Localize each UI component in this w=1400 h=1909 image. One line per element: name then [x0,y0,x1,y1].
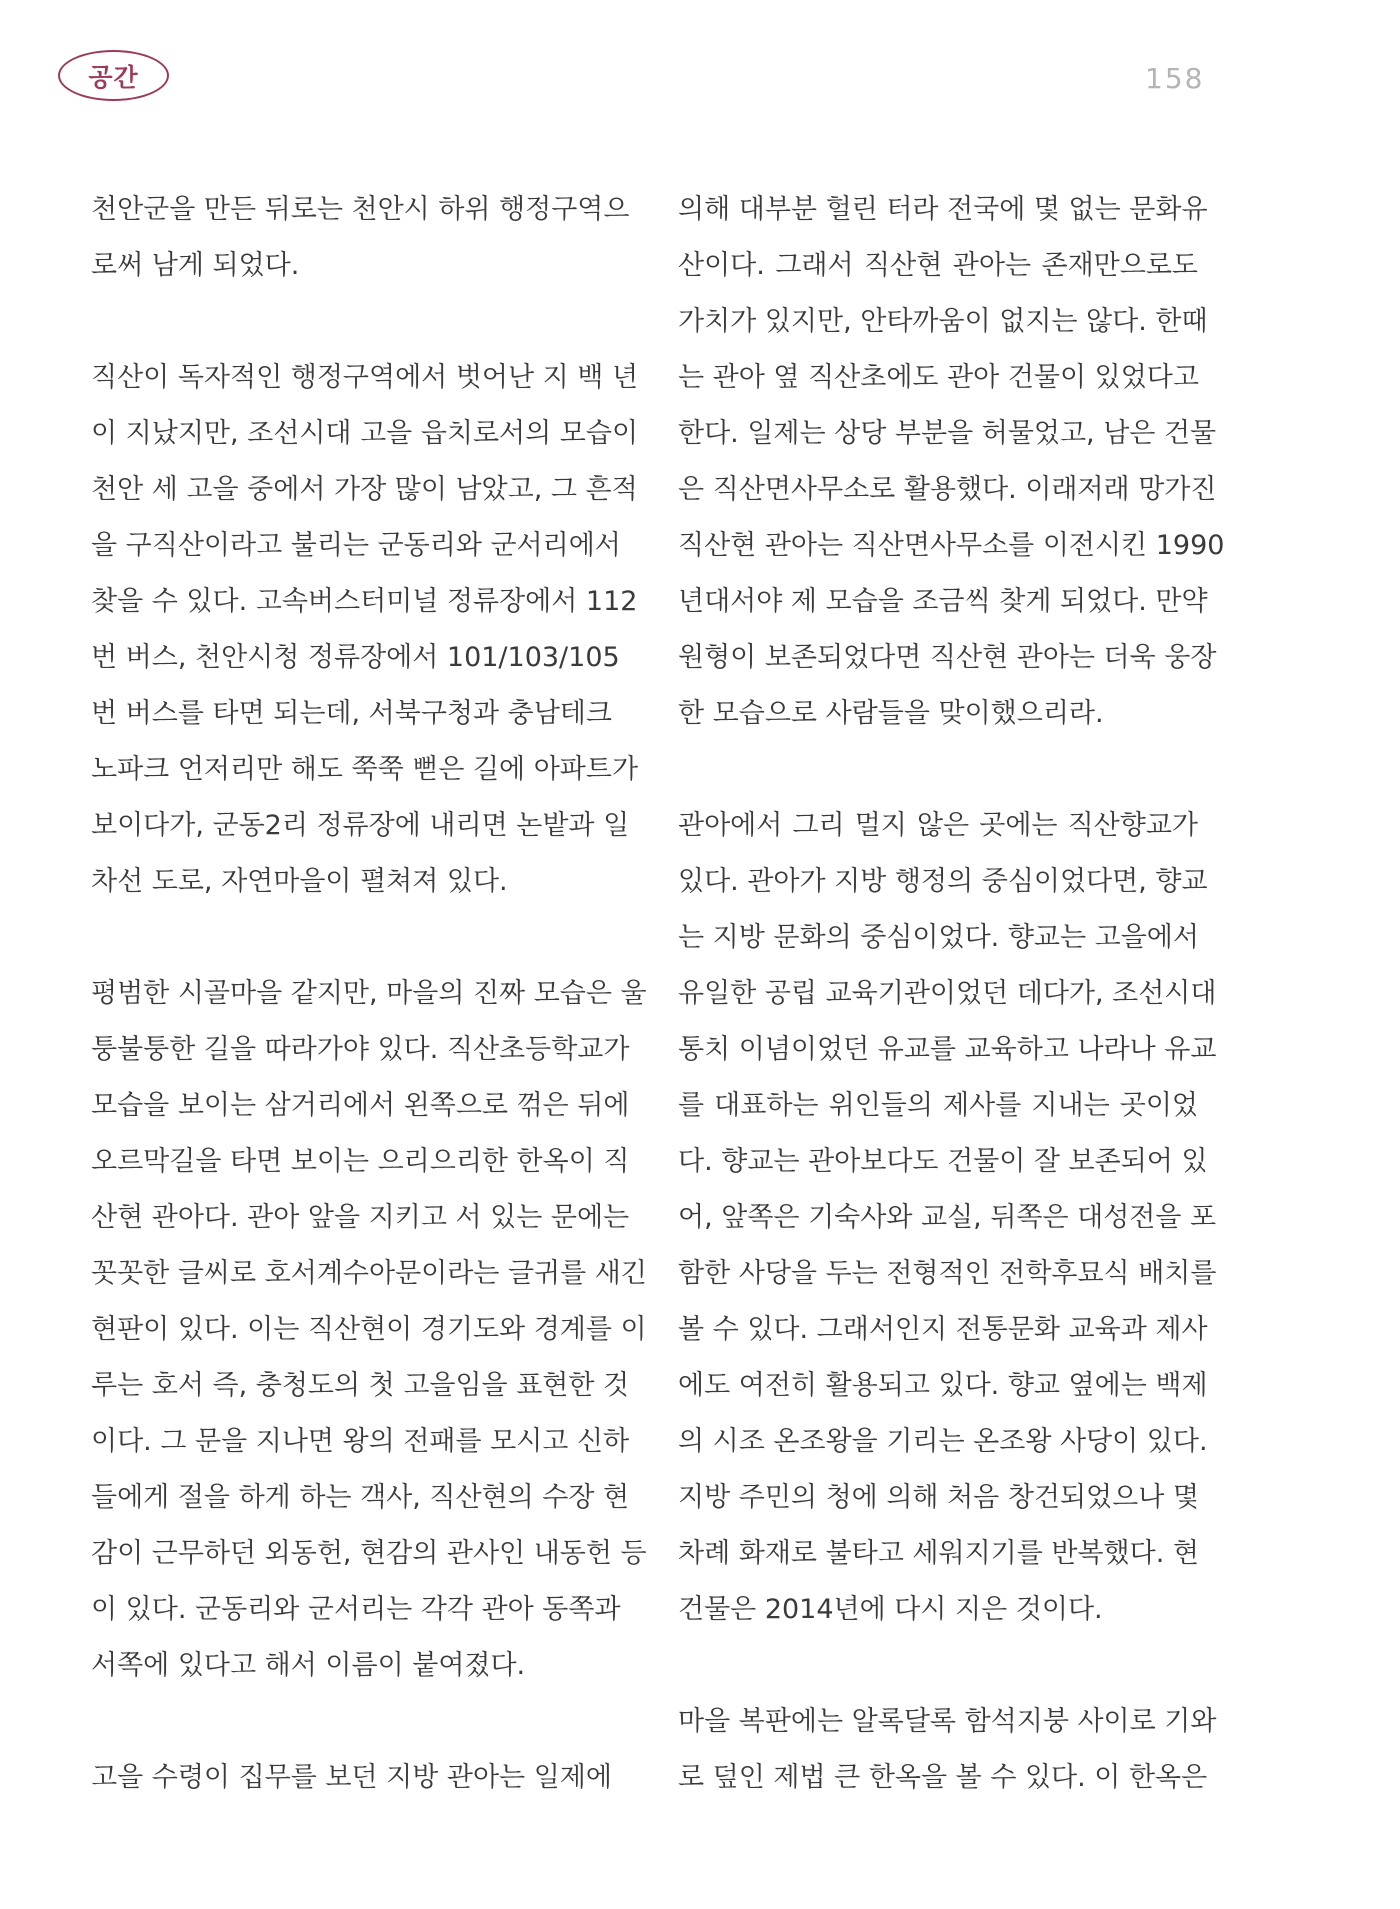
text-line: 이 있다. 군동리와 군서리는 각각 관아 동쪽과 [91,1594,621,1625]
text-line: 다. 향교는 관아보다도 건물이 잘 보존되어 있 [678,1146,1208,1177]
text-line: 을 구직산이라고 불리는 군동리와 군서리에서 [91,530,621,561]
text-line: 이다. 그 문을 지나면 왕의 전패를 모시고 신하 [91,1426,630,1457]
text-line: 유일한 공립 교육기관이었던 데다가, 조선시대 [678,978,1217,1009]
paragraph-gap [91,1702,611,1758]
text-line: 이 지났지만, 조선시대 고을 읍치로서의 모습이 [91,418,639,449]
paragraph [91,358,639,918]
text-line: 찾을 수 있다. 고속버스터미널 정류장에서 112 [91,586,638,617]
paragraph-gap [91,302,611,358]
paragraph [678,1702,1217,1814]
paragraph [678,190,1225,750]
text-line: 은 직산면사무소로 활용했다. 이래저래 망가진 [678,474,1217,505]
text-line: 현판이 있다. 이는 직산현이 경기도와 경계를 이 [91,1314,647,1345]
paragraph [678,806,1217,1646]
text-line: 꼿꼿한 글씨로 호서계수아문이라는 글귀를 새긴 [91,1258,647,1289]
text-line: 있다. 관아가 지방 행정의 중심이었다면, 향교 [678,866,1208,897]
text-line: 한다. 일제는 상당 부분을 허물었고, 남은 건물 [678,418,1217,449]
text-line: 퉁불퉁한 길을 따라가야 있다. 직산초등학교가 [91,1034,630,1065]
text-line: 로 덮인 제법 큰 한옥을 볼 수 있다. 이 한옥은 [678,1762,1208,1793]
text-line: 는 관아 옆 직산초에도 관아 건물이 있었다고 [678,362,1199,393]
right-text-column [678,190,1225,1814]
text-line: 들에게 절을 하게 하는 객사, 직산현의 수장 현 [91,1482,630,1513]
text-line: 천안군을 만든 뒤로는 천안시 하위 행정구역으 [91,194,630,225]
section-tag [58,50,169,101]
text-line: 는 지방 문화의 중심이었다. 향교는 고을에서 [678,922,1199,953]
paragraph [91,190,630,302]
text-line: 번 버스, 천안시청 정류장에서 101/103/105 [91,642,620,673]
text-line: 차선 도로, 자연마을이 펼쳐져 있다. [91,866,508,897]
text-line: 가치가 있지만, 안타까움이 없지는 않다. 한때 [678,306,1208,337]
left-text-column [91,190,647,1814]
page-number: 158 [1145,62,1205,95]
text-line: 한 모습으로 사람들을 맞이했으리라. [678,698,1104,729]
paragraph [91,1758,611,1814]
text-line: 루는 호서 즉, 충청도의 첫 고을임을 표현한 것 [91,1370,630,1401]
text-line: 오르막길을 타면 보이는 으리으리한 한옥이 직 [91,1146,630,1177]
text-line: 원형이 보존되었다면 직산현 관아는 더욱 웅장 [678,642,1217,673]
text-line: 건물은 2014년에 다시 지은 것이다. [678,1594,1103,1625]
paragraph [91,974,647,1702]
text-line: 평범한 시골마을 같지만, 마을의 진짜 모습은 울 [91,978,647,1009]
text-line: 의해 대부분 헐린 터라 전국에 몇 없는 문화유 [678,194,1208,225]
text-line: 서쪽에 있다고 해서 이름이 붙여졌다. [91,1650,526,1681]
paragraph-gap [678,750,1198,806]
text-line: 에도 여전히 활용되고 있다. 향교 옆에는 백제 [678,1370,1208,1401]
text-line: 고을 수령이 집무를 보던 지방 관아는 일제에 [91,1762,612,1793]
text-line: 로써 남게 되었다. [91,250,300,281]
text-line: 통치 이념이었던 유교를 교육하고 나라나 유교 [678,1034,1217,1065]
text-line: 산현 관아다. 관아 앞을 지키고 서 있는 문에는 [91,1202,630,1233]
paragraph-gap [678,1646,1198,1702]
text-line: 지방 주민의 청에 의해 처음 창건되었으나 몇 [678,1482,1199,1513]
text-line: 년대서야 제 모습을 조금씩 찾게 되었다. 만약 [678,586,1208,617]
text-line: 차례 화재로 불타고 세워지기를 반복했다. 현 [678,1538,1199,1569]
paragraph-gap [91,918,611,974]
text-line: 함한 사당을 두는 전형적인 전학후묘식 배치를 [678,1258,1217,1289]
text-line: 볼 수 있다. 그래서인지 전통문화 교육과 제사 [678,1314,1208,1345]
text-line: 관아에서 그리 멀지 않은 곳에는 직산향교가 [678,810,1198,841]
text-line: 보이다가, 군동2리 정류장에 내리면 논밭과 일 [91,810,630,841]
text-line: 어, 앞쪽은 기숙사와 교실, 뒤쪽은 대성전을 포 [678,1202,1217,1233]
text-line: 모습을 보이는 삼거리에서 왼쪽으로 꺾은 뒤에 [91,1090,630,1121]
text-line: 직산이 독자적인 행정구역에서 벗어난 지 백 년 [91,362,639,393]
text-line: 감이 근무하던 외동헌, 현감의 관사인 내동헌 등 [91,1538,647,1569]
text-line: 마을 복판에는 알록달록 함석지붕 사이로 기와 [678,1706,1217,1737]
text-line: 번 버스를 타면 되는데, 서북구청과 충남테크 [91,698,612,729]
text-line: 직산현 관아는 직산면사무소를 이전시킨 1990 [678,530,1225,561]
section-label: 공간 [88,62,139,92]
text-line: 천안 세 고을 중에서 가장 많이 남았고, 그 흔적 [91,474,638,505]
text-line: 노파크 언저리만 해도 쭉쭉 뻗은 길에 아파트가 [91,754,639,785]
text-line: 산이다. 그래서 직산현 관아는 존재만으로도 [678,250,1198,281]
text-line: 를 대표하는 위인들의 제사를 지내는 곳이었 [678,1090,1198,1121]
text-line: 의 시조 온조왕을 기리는 온조왕 사당이 있다. [678,1426,1208,1457]
